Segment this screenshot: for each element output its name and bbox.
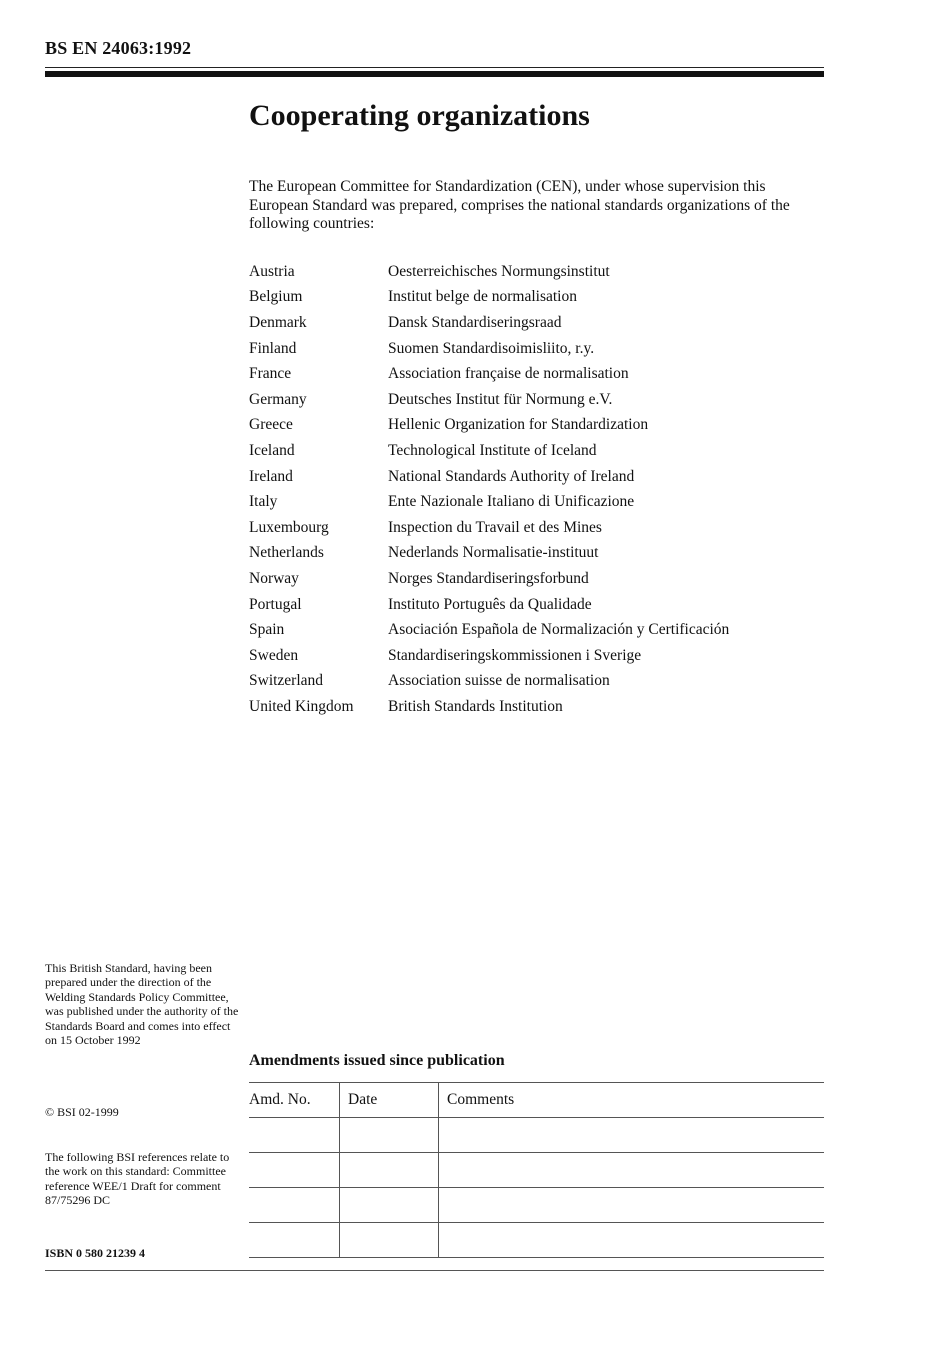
table-row [249, 694, 729, 720]
table-row [249, 489, 729, 515]
comments-cell [439, 1153, 825, 1188]
column-header-date: Date [340, 1083, 439, 1118]
country-name: Iceland [249, 441, 295, 459]
organization-name: British Standards Institution [388, 697, 563, 715]
organization-name: National Standards Authority of Ireland [388, 467, 635, 485]
country-name: Norway [249, 569, 299, 587]
publication-note: This British Standard, having been prepared under the direction of the Welding Standards Policy Committee, was published under the authority of the Standards Board and comes into effect on 15 October 1992 [45, 961, 239, 1048]
table-row [249, 1153, 824, 1188]
copyright-notice: © BSI 02-1999 [45, 1105, 119, 1119]
column-header-amd-no: Amd. No. [249, 1083, 340, 1118]
organizations-table [249, 259, 729, 720]
document-id: BS EN 24063:1992 [45, 38, 192, 58]
page-title: Cooperating organizations [249, 99, 590, 132]
date-cell [340, 1188, 439, 1223]
organization-name: Technological Institute of Iceland [388, 441, 597, 459]
table-row [249, 336, 729, 362]
date-cell [340, 1153, 439, 1188]
date-cell [340, 1223, 439, 1258]
organization-name: Institut belge de normalisation [388, 288, 577, 306]
country-name: France [249, 365, 292, 383]
header-thick-rule [45, 71, 824, 77]
country-name: Finland [249, 339, 297, 357]
country-name: Greece [249, 416, 293, 434]
column-header-comments: Comments [439, 1083, 825, 1118]
country-name: Netherlands [249, 544, 324, 562]
country-name: United Kingdom [249, 697, 354, 715]
table-row [249, 285, 729, 311]
table-row [249, 643, 729, 669]
amendments-table [249, 1082, 824, 1258]
table-row [249, 1118, 824, 1153]
country-name: Portugal [249, 595, 302, 613]
organization-name: Asociación Española de Normalización y Certificación [388, 621, 730, 639]
table-row [249, 259, 729, 285]
header-thin-rule [45, 67, 824, 68]
organization-name: Ente Nazionale Italiano di Unificazione [388, 493, 635, 511]
table-row [249, 413, 729, 439]
table-row [249, 669, 729, 695]
table-row [249, 464, 729, 490]
isbn: ISBN 0 580 21239 4 [45, 1246, 146, 1260]
amd-no-cell [249, 1188, 340, 1223]
table-row [249, 438, 729, 464]
organization-name: Inspection du Travail et des Mines [388, 518, 602, 536]
country-name: Luxembourg [249, 518, 329, 536]
table-row [249, 387, 729, 413]
amd-no-cell [249, 1223, 340, 1258]
amd-no-cell [249, 1118, 340, 1153]
footer-rule [45, 1270, 824, 1271]
table-row [249, 617, 729, 643]
comments-cell [439, 1118, 825, 1153]
country-name: Switzerland [249, 672, 324, 690]
table-header-row [249, 1083, 824, 1118]
organization-name: Hellenic Organization for Standardization [388, 416, 649, 434]
organization-name: Association suisse de normalisation [388, 672, 610, 690]
country-name: Spain [249, 621, 285, 639]
table-row [249, 541, 729, 567]
organization-name: Deutsches Institut für Normung e.V. [388, 390, 613, 408]
organization-name: Standardiseringskommissionen i Sverige [388, 646, 642, 664]
country-name: Germany [249, 390, 307, 408]
organization-name: Oesterreichisches Normungsinstitut [388, 262, 610, 280]
country-name: Italy [249, 493, 278, 511]
country-name: Denmark [249, 313, 307, 331]
organization-name: Dansk Standardiseringsraad [388, 313, 562, 331]
organization-name: Instituto Português da Qualidade [388, 595, 592, 613]
table-row [249, 515, 729, 541]
country-name: Ireland [249, 467, 293, 485]
amendments-title: Amendments issued since publication [249, 1052, 505, 1069]
intro-paragraph: The European Committee for Standardization (CEN), under whose supervision this European Standard was prepared, comprises the national standards organizations of the following countries: [249, 178, 790, 232]
organization-name: Association française de normalisation [388, 365, 629, 383]
organization-name: Suomen Standardisoimisliito, r.y. [388, 339, 595, 357]
table-row [249, 1188, 824, 1223]
table-row [249, 310, 729, 336]
table-row [249, 361, 729, 387]
table-row [249, 592, 729, 618]
country-name: Austria [249, 262, 295, 280]
comments-cell [439, 1188, 825, 1223]
table-row [249, 1223, 824, 1258]
organization-name: Norges Standardiseringsforbund [388, 569, 589, 587]
country-name: Belgium [249, 288, 303, 306]
organization-name: Nederlands Normalisatie-instituut [388, 544, 599, 562]
table-row [249, 566, 729, 592]
bsi-references-note: The following BSI references relate to the work on this standard: Committee reference WEE/1 Draft for comment 87/75296 DC [45, 1150, 230, 1208]
date-cell [340, 1118, 439, 1153]
amd-no-cell [249, 1153, 340, 1188]
country-name: Sweden [249, 646, 299, 664]
comments-cell [439, 1223, 825, 1258]
